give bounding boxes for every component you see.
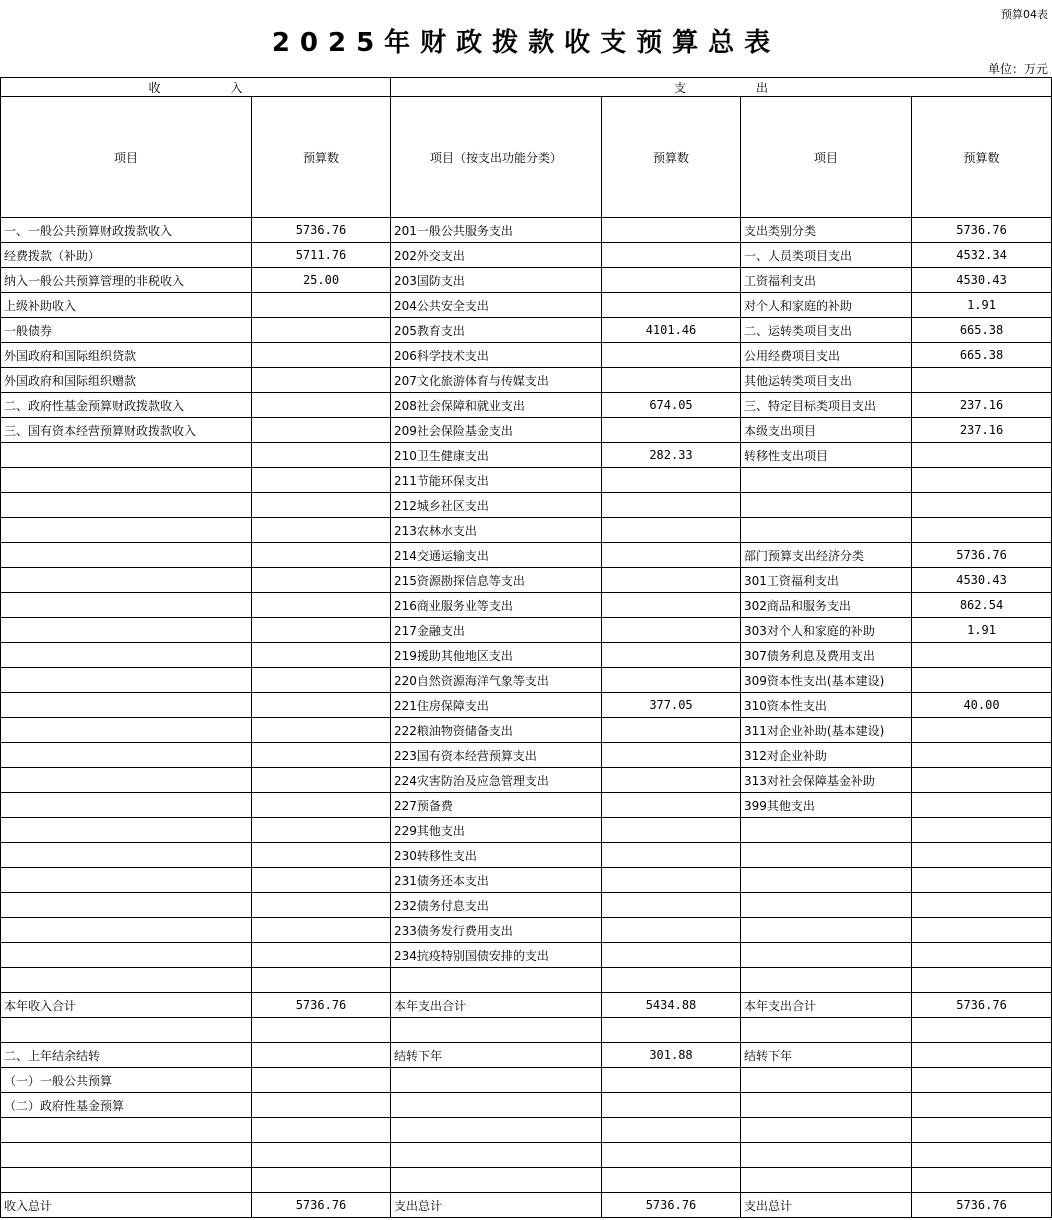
table-row — [1, 393, 1052, 418]
category-item-cell: 309资本性支出(基本建设) — [741, 668, 912, 693]
income-item-cell — [1, 1118, 252, 1143]
table-row — [1, 668, 1052, 693]
income-amount-cell — [252, 668, 391, 693]
income-amount-cell — [252, 893, 391, 918]
income-item-cell: 上级补助收入 — [1, 293, 252, 318]
function-item-cell: 本年支出合计 — [391, 993, 602, 1018]
table-row — [1, 643, 1052, 668]
function-item-cell: 224灾害防治及应急管理支出 — [391, 768, 602, 793]
category-item-cell: 对个人和家庭的补助 — [741, 293, 912, 318]
category-item-cell: 支出总计 — [741, 1193, 912, 1218]
column-header-row — [1, 97, 1052, 218]
category-item-cell: 本年支出合计 — [741, 993, 912, 1018]
table-row — [1, 568, 1052, 593]
income-amount-cell — [252, 593, 391, 618]
function-item-cell: 216商业服务业等支出 — [391, 593, 602, 618]
function-item-cell: 207文化旅游体育与传媒支出 — [391, 368, 602, 393]
category-item-cell: 307债务利息及费用支出 — [741, 643, 912, 668]
function-item-cell: 205教育支出 — [391, 318, 602, 343]
category-amount-cell — [912, 1118, 1052, 1143]
table-row — [1, 1068, 1052, 1093]
category-item-cell: 转移性支出项目 — [741, 443, 912, 468]
income-item-cell — [1, 1143, 252, 1168]
function-amount-cell — [602, 868, 741, 893]
category-item-cell: 二、运转类项目支出 — [741, 318, 912, 343]
category-amount-cell: 4532.34 — [912, 243, 1052, 268]
function-amount-cell: 5736.76 — [602, 1193, 741, 1218]
income-item-cell: 二、上年结余结转 — [1, 1043, 252, 1068]
category-amount-cell — [912, 368, 1052, 393]
function-amount-cell — [602, 618, 741, 643]
income-item-cell: 纳入一般公共预算管理的非税收入 — [1, 268, 252, 293]
function-amount-cell — [602, 918, 741, 943]
table-row — [1, 318, 1052, 343]
form-number: 预算04表 — [1001, 8, 1048, 21]
category-amount-cell — [912, 1043, 1052, 1068]
function-item-cell: 234抗疫特别国债安排的支出 — [391, 943, 602, 968]
table-row — [1, 843, 1052, 868]
income-item-cell — [1, 793, 252, 818]
function-amount-cell — [602, 1118, 741, 1143]
income-amount-cell — [252, 518, 391, 543]
category-amount-cell: 5736.76 — [912, 218, 1052, 243]
function-item-cell: 206科学技术支出 — [391, 343, 602, 368]
table-row — [1, 943, 1052, 968]
budget-table-body — [1, 78, 1052, 1218]
function-amount-cell — [602, 643, 741, 668]
category-amount-cell: 40.00 — [912, 693, 1052, 718]
category-item-cell: 部门预算支出经济分类 — [741, 543, 912, 568]
category-item-cell: 三、特定目标类项目支出 — [741, 393, 912, 418]
category-item-cell — [741, 1068, 912, 1093]
table-row — [1, 493, 1052, 518]
category-amount-cell — [912, 1018, 1052, 1043]
table-row — [1, 343, 1052, 368]
category-item-cell: 结转下年 — [741, 1043, 912, 1068]
category-amount-cell: 237.16 — [912, 418, 1052, 443]
category-amount-cell: 5736.76 — [912, 1193, 1052, 1218]
table-row — [1, 218, 1052, 243]
income-amount-cell — [252, 293, 391, 318]
table-row — [1, 1043, 1052, 1068]
category-amount-cell — [912, 743, 1052, 768]
income-amount-cell — [252, 968, 391, 993]
table-row — [1, 1143, 1052, 1168]
income-item-cell — [1, 918, 252, 943]
income-item-cell: 收入总计 — [1, 1193, 252, 1218]
table-row — [1, 893, 1052, 918]
income-item-cell — [1, 668, 252, 693]
category-amount-cell: 4530.43 — [912, 268, 1052, 293]
function-item-cell: 211节能环保支出 — [391, 468, 602, 493]
section-header-row — [1, 78, 1052, 97]
income-item-cell — [1, 718, 252, 743]
income-amount-cell — [252, 1018, 391, 1043]
category-amount-cell — [912, 1068, 1052, 1093]
income-item-cell — [1, 618, 252, 643]
function-item-cell: 231债务还本支出 — [391, 868, 602, 893]
category-item-cell: 313对社会保障基金补助 — [741, 768, 912, 793]
category-item-cell: 支出类别分类 — [741, 218, 912, 243]
category-amount-cell: 4530.43 — [912, 568, 1052, 593]
category-amount-cell: 665.38 — [912, 343, 1052, 368]
income-amount-cell — [252, 768, 391, 793]
function-item-cell — [391, 1143, 602, 1168]
category-amount-cell — [912, 943, 1052, 968]
table-row — [1, 818, 1052, 843]
table-row — [1, 793, 1052, 818]
income-item-cell — [1, 643, 252, 668]
income-amount-cell — [252, 793, 391, 818]
expense-section-char-1: 支 — [674, 80, 687, 95]
income-amount-cell — [252, 468, 391, 493]
category-amount-cell — [912, 718, 1052, 743]
category-amount-cell: 5736.76 — [912, 543, 1052, 568]
col-header-category-amount: 预算数 — [912, 97, 1052, 218]
category-item-cell: 301工资福利支出 — [741, 568, 912, 593]
category-amount-cell — [912, 1168, 1052, 1193]
category-item-cell — [741, 893, 912, 918]
category-amount-cell — [912, 643, 1052, 668]
income-item-cell — [1, 968, 252, 993]
table-row — [1, 368, 1052, 393]
income-amount-cell — [252, 718, 391, 743]
category-item-cell — [741, 518, 912, 543]
function-amount-cell: 377.05 — [602, 693, 741, 718]
function-amount-cell — [602, 343, 741, 368]
function-amount-cell: 282.33 — [602, 443, 741, 468]
category-item-cell — [741, 468, 912, 493]
function-amount-cell: 4101.46 — [602, 318, 741, 343]
function-amount-cell — [602, 593, 741, 618]
income-amount-cell — [252, 743, 391, 768]
function-amount-cell — [602, 518, 741, 543]
income-amount-cell — [252, 568, 391, 593]
income-amount-cell — [252, 393, 391, 418]
table-row — [1, 543, 1052, 568]
category-item-cell: 其他运转类项目支出 — [741, 368, 912, 393]
function-item-cell: 223国有资本经营预算支出 — [391, 743, 602, 768]
function-item-cell: 227预备费 — [391, 793, 602, 818]
unit-label: 单位：万元 — [987, 62, 1048, 76]
income-item-cell: 二、政府性基金预算财政拨款收入 — [1, 393, 252, 418]
category-amount-cell: 665.38 — [912, 318, 1052, 343]
income-item-cell — [1, 1018, 252, 1043]
function-item-cell: 202外交支出 — [391, 243, 602, 268]
income-amount-cell — [252, 1068, 391, 1093]
function-amount-cell — [602, 418, 741, 443]
function-item-cell — [391, 1168, 602, 1193]
function-item-cell: 209社会保险基金支出 — [391, 418, 602, 443]
function-item-cell: 213农林水支出 — [391, 518, 602, 543]
function-item-cell: 支出总计 — [391, 1193, 602, 1218]
category-item-cell — [741, 843, 912, 868]
table-row — [1, 618, 1052, 643]
function-amount-cell — [602, 743, 741, 768]
function-amount-cell — [602, 1018, 741, 1043]
function-amount-cell — [602, 568, 741, 593]
category-amount-cell: 1.91 — [912, 293, 1052, 318]
income-item-cell — [1, 843, 252, 868]
income-item-cell — [1, 568, 252, 593]
function-item-cell — [391, 1118, 602, 1143]
income-item-cell: （一）一般公共预算 — [1, 1068, 252, 1093]
category-item-cell: 公用经费项目支出 — [741, 343, 912, 368]
category-amount-cell: 862.54 — [912, 593, 1052, 618]
function-amount-cell — [602, 268, 741, 293]
table-row — [1, 1193, 1052, 1218]
expense-section-char-2: 出 — [756, 80, 769, 95]
income-amount-cell — [252, 368, 391, 393]
income-item-cell — [1, 543, 252, 568]
income-amount-cell: 5736.76 — [252, 218, 391, 243]
function-amount-cell — [602, 493, 741, 518]
function-item-cell: 220自然资源海洋气象等支出 — [391, 668, 602, 693]
col-header-income-amount: 预算数 — [252, 97, 391, 218]
function-amount-cell — [602, 968, 741, 993]
category-item-cell: 310资本性支出 — [741, 693, 912, 718]
income-amount-cell — [252, 1118, 391, 1143]
function-amount-cell — [602, 943, 741, 968]
col-header-function-amount: 预算数 — [602, 97, 741, 218]
income-item-cell: 经费拨款（补助） — [1, 243, 252, 268]
function-amount-cell — [602, 793, 741, 818]
income-amount-cell — [252, 343, 391, 368]
income-item-cell — [1, 443, 252, 468]
income-amount-cell — [252, 543, 391, 568]
income-item-cell: 一般债券 — [1, 318, 252, 343]
function-amount-cell — [602, 818, 741, 843]
category-item-cell — [741, 943, 912, 968]
table-row — [1, 468, 1052, 493]
function-item-cell: 229其他支出 — [391, 818, 602, 843]
table-row — [1, 243, 1052, 268]
income-item-cell: 一、一般公共预算财政拨款收入 — [1, 218, 252, 243]
function-item-cell: 215资源勘探信息等支出 — [391, 568, 602, 593]
category-amount-cell — [912, 918, 1052, 943]
category-amount-cell — [912, 818, 1052, 843]
income-amount-cell — [252, 818, 391, 843]
income-item-cell — [1, 893, 252, 918]
function-item-cell: 结转下年 — [391, 1043, 602, 1068]
income-amount-cell — [252, 868, 391, 893]
income-item-cell — [1, 768, 252, 793]
income-item-cell: 本年收入合计 — [1, 993, 252, 1018]
category-item-cell — [741, 868, 912, 893]
income-item-cell: 三、国有资本经营预算财政拨款收入 — [1, 418, 252, 443]
function-amount-cell — [602, 218, 741, 243]
income-amount-cell — [252, 443, 391, 468]
function-item-cell: 203国防支出 — [391, 268, 602, 293]
function-amount-cell — [602, 718, 741, 743]
income-amount-cell: 25.00 — [252, 268, 391, 293]
category-amount-cell: 237.16 — [912, 393, 1052, 418]
income-item-cell — [1, 943, 252, 968]
income-item-cell: （二）政府性基金预算 — [1, 1093, 252, 1118]
category-amount-cell — [912, 1093, 1052, 1118]
category-amount-cell — [912, 893, 1052, 918]
category-item-cell: 303对个人和家庭的补助 — [741, 618, 912, 643]
income-amount-cell — [252, 918, 391, 943]
function-amount-cell — [602, 1068, 741, 1093]
function-item-cell: 212城乡社区支出 — [391, 493, 602, 518]
function-item-cell: 201一般公共服务支出 — [391, 218, 602, 243]
income-section-char-2: 入 — [230, 80, 243, 95]
function-amount-cell — [602, 843, 741, 868]
category-amount-cell — [912, 768, 1052, 793]
table-row — [1, 518, 1052, 543]
function-amount-cell — [602, 893, 741, 918]
function-item-cell: 233债务发行费用支出 — [391, 918, 602, 943]
table-row — [1, 918, 1052, 943]
table-row — [1, 418, 1052, 443]
income-amount-cell — [252, 418, 391, 443]
category-amount-cell — [912, 868, 1052, 893]
income-item-cell — [1, 693, 252, 718]
function-amount-cell: 301.88 — [602, 1043, 741, 1068]
function-amount-cell — [602, 243, 741, 268]
income-amount-cell: 5736.76 — [252, 993, 391, 1018]
function-item-cell: 208社会保障和就业支出 — [391, 393, 602, 418]
function-amount-cell — [602, 668, 741, 693]
income-amount-cell — [252, 618, 391, 643]
category-amount-cell — [912, 518, 1052, 543]
table-row — [1, 993, 1052, 1018]
function-item-cell: 230转移性支出 — [391, 843, 602, 868]
income-item-cell — [1, 868, 252, 893]
category-amount-cell — [912, 793, 1052, 818]
function-item-cell: 221住房保障支出 — [391, 693, 602, 718]
function-amount-cell — [602, 368, 741, 393]
category-item-cell — [741, 1093, 912, 1118]
income-item-cell: 外国政府和国际组织贷款 — [1, 343, 252, 368]
table-row — [1, 868, 1052, 893]
income-amount-cell — [252, 1043, 391, 1068]
table-row — [1, 1018, 1052, 1043]
income-amount-cell — [252, 1093, 391, 1118]
category-amount-cell — [912, 843, 1052, 868]
category-amount-cell: 1.91 — [912, 618, 1052, 643]
income-item-cell — [1, 518, 252, 543]
table-row — [1, 718, 1052, 743]
income-item-cell — [1, 1168, 252, 1193]
category-amount-cell — [912, 493, 1052, 518]
income-item-cell — [1, 818, 252, 843]
income-item-cell — [1, 743, 252, 768]
category-amount-cell — [912, 1143, 1052, 1168]
income-amount-cell — [252, 1168, 391, 1193]
table-row — [1, 968, 1052, 993]
category-item-cell: 一、人员类项目支出 — [741, 243, 912, 268]
budget-table — [0, 77, 1052, 1218]
income-amount-cell — [252, 843, 391, 868]
table-row — [1, 1168, 1052, 1193]
category-item-cell: 工资福利支出 — [741, 268, 912, 293]
category-item-cell: 311对企业补助(基本建设) — [741, 718, 912, 743]
category-amount-cell — [912, 668, 1052, 693]
income-item-cell — [1, 593, 252, 618]
income-section-header — [1, 78, 391, 97]
category-item-cell — [741, 818, 912, 843]
page-title: 2025年财政拨款收支预算总表 — [271, 28, 781, 58]
table-row — [1, 443, 1052, 468]
category-item-cell: 本级支出项目 — [741, 418, 912, 443]
function-item-cell: 219援助其他地区支出 — [391, 643, 602, 668]
function-item-cell — [391, 1068, 602, 1093]
income-section-char-1: 收 — [148, 80, 161, 95]
income-amount-cell: 5711.76 — [252, 243, 391, 268]
table-row — [1, 693, 1052, 718]
income-item-cell — [1, 468, 252, 493]
table-row — [1, 1093, 1052, 1118]
category-item-cell — [741, 1168, 912, 1193]
col-header-category-item: 项目 — [741, 97, 912, 218]
category-amount-cell — [912, 968, 1052, 993]
income-amount-cell — [252, 318, 391, 343]
category-item-cell — [741, 1143, 912, 1168]
function-amount-cell — [602, 468, 741, 493]
category-item-cell — [741, 1018, 912, 1043]
income-amount-cell — [252, 1143, 391, 1168]
function-amount-cell — [602, 1143, 741, 1168]
expense-section-header — [391, 78, 1052, 97]
income-amount-cell — [252, 943, 391, 968]
col-header-income-item: 项目 — [1, 97, 252, 218]
income-item-cell: 外国政府和国际组织赠款 — [1, 368, 252, 393]
function-item-cell: 214交通运输支出 — [391, 543, 602, 568]
function-amount-cell — [602, 293, 741, 318]
function-item-cell: 210卫生健康支出 — [391, 443, 602, 468]
table-row — [1, 1118, 1052, 1143]
category-amount-cell: 5736.76 — [912, 993, 1052, 1018]
function-item-cell: 222粮油物资储备支出 — [391, 718, 602, 743]
table-row — [1, 593, 1052, 618]
category-item-cell — [741, 968, 912, 993]
col-header-function-item: 项目（按支出功能分类） — [391, 97, 602, 218]
category-amount-cell — [912, 443, 1052, 468]
category-item-cell — [741, 918, 912, 943]
table-row — [1, 268, 1052, 293]
function-item-cell — [391, 1093, 602, 1118]
category-item-cell — [741, 1118, 912, 1143]
function-item-cell: 217金融支出 — [391, 618, 602, 643]
function-item-cell: 204公共安全支出 — [391, 293, 602, 318]
function-amount-cell: 674.05 — [602, 393, 741, 418]
function-amount-cell — [602, 543, 741, 568]
function-amount-cell — [602, 768, 741, 793]
function-item-cell — [391, 968, 602, 993]
function-amount-cell — [602, 1093, 741, 1118]
income-amount-cell — [252, 643, 391, 668]
income-amount-cell: 5736.76 — [252, 1193, 391, 1218]
category-item-cell: 399其他支出 — [741, 793, 912, 818]
category-amount-cell — [912, 468, 1052, 493]
income-amount-cell — [252, 493, 391, 518]
function-amount-cell — [602, 1168, 741, 1193]
table-row — [1, 743, 1052, 768]
table-row — [1, 768, 1052, 793]
category-item-cell: 302商品和服务支出 — [741, 593, 912, 618]
table-row — [1, 293, 1052, 318]
function-item-cell: 232债务付息支出 — [391, 893, 602, 918]
income-amount-cell — [252, 693, 391, 718]
function-amount-cell: 5434.88 — [602, 993, 741, 1018]
category-item-cell: 312对企业补助 — [741, 743, 912, 768]
category-item-cell — [741, 493, 912, 518]
function-item-cell — [391, 1018, 602, 1043]
income-item-cell — [1, 493, 252, 518]
